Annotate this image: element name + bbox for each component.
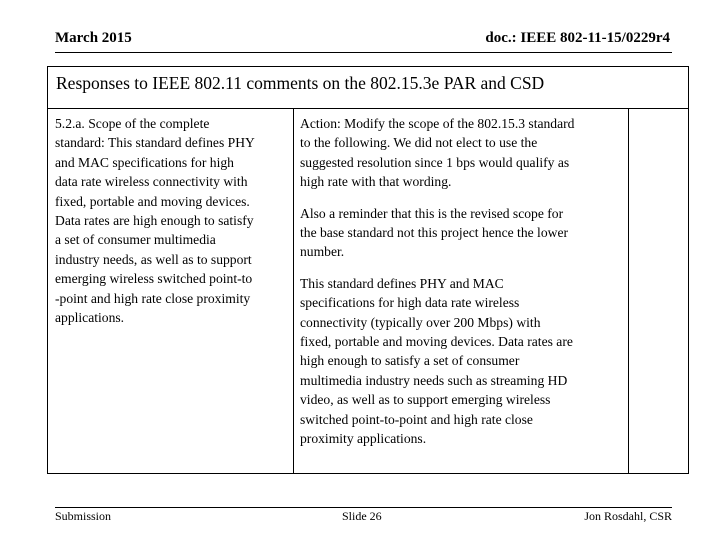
comment-table: [47, 108, 689, 474]
column-divider-1: [293, 109, 294, 473]
comment-cell: 5.2.a. Scope of the complete standard: This standard defines PHY and MAC specifications for high data rate wireless connectivity with fixed, portable and moving devices. Data rates are high enough to satisfy a set of consumer multimedia industry needs, as well as to support emerging wireless switched point-to -point and high rate close proximity applications.: [55, 116, 255, 326]
response-new-scope: This standard defines PHY and MAC specifications for high data rate wireless connectivity (typically over 200 Mbps) with fixed, portable and moving devices. Data rates are high enough to satisfy a set of consumer multimedia industry needs such as streaming HD video, as well as to support emerging wireless switched point-to-point and high rate close proximity applications.: [300, 275, 573, 447]
footer-author: Jon Rosdahl, CSR: [584, 509, 672, 523]
header-divider: [55, 52, 672, 53]
response-cell: [300, 114, 626, 449]
slide-title: Responses to IEEE 802.11 comments on the 802.15.3e PAR and CSD: [47, 66, 689, 109]
header-doc-id: doc.: IEEE 802-11-15/0229r4: [485, 30, 670, 46]
response-reminder: Also a reminder that this is the revised scope for the base standard not this project hence the lower number.: [300, 205, 569, 260]
footer-slide-number: Slide 26: [342, 509, 382, 523]
footer-divider: [55, 507, 672, 508]
response-action: Action: Modify the scope of the 802.15.3 standard to the following. We did not elect to use the suggested resolution since 1 bps would qualify as high rate with that wording.: [300, 116, 575, 190]
footer-submission: Submission: [55, 509, 112, 523]
column-divider-2: [628, 109, 629, 473]
header-date: March 2015: [55, 30, 132, 46]
